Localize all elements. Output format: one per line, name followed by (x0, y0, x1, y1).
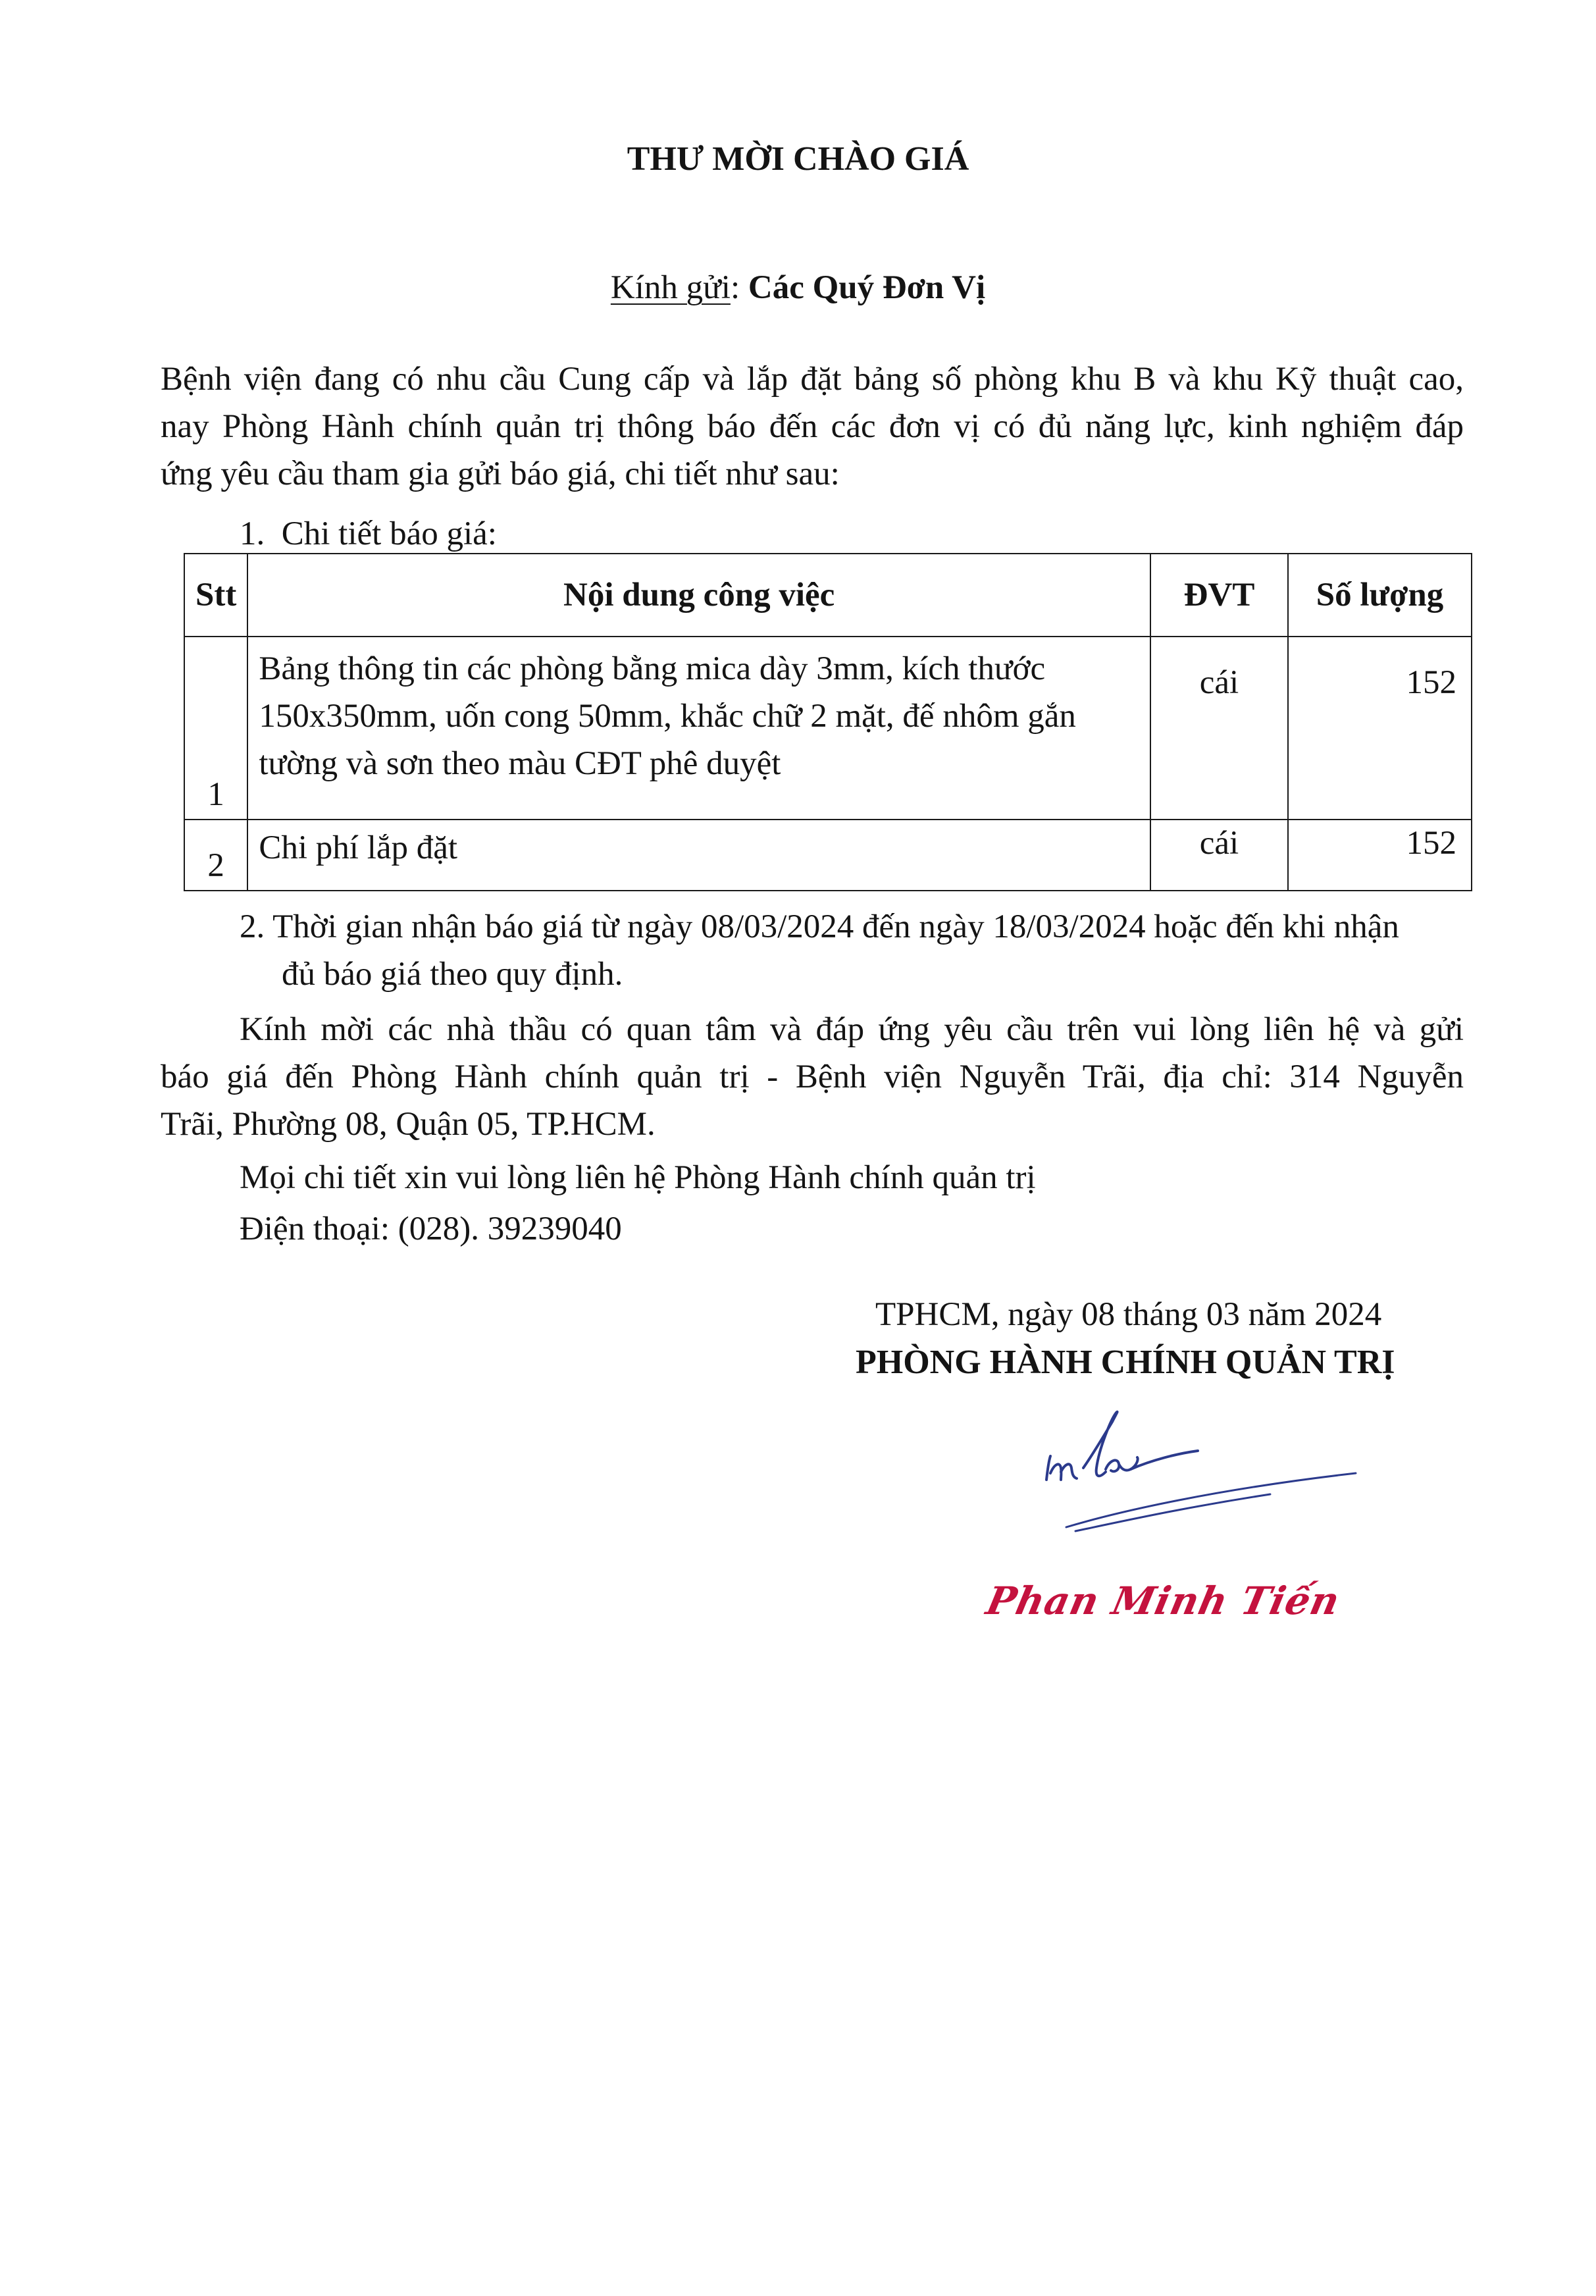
description-line: tường và sơn theo màu CĐT phê duyệt (259, 745, 781, 782)
section-2-line: 2. Thời gian nhận báo giá từ ngày 08/03/2024 đến ngày 18/03/2024 hoặc đến khi nhận (240, 908, 1399, 945)
section-2 (240, 903, 1399, 998)
row-description (247, 637, 1150, 820)
row-unit: cái (1150, 637, 1288, 820)
intro-paragraph (161, 355, 1464, 498)
contact-phone: Điện thoại: (028). 39239040 (240, 1211, 622, 1247)
row-unit: cái (1150, 820, 1288, 891)
description-line: Bảng thông tin các phòng bằng mica dày 3mm, kích thước (259, 650, 1046, 687)
quotation-table (184, 553, 1472, 891)
salutation-colon: : (730, 269, 740, 306)
closing-line: Kính mời các nhà thầu có quan tâm và đáp ứng yêu cầu trên vui lòng liên hệ và gửi (240, 1011, 1464, 1048)
department-name: PHÒNG HÀNH CHÍNH QUẢN TRỊ (856, 1344, 1395, 1381)
date-line: TPHCM, ngày 08 tháng 03 năm 2024 (875, 1296, 1382, 1333)
row-quantity: 152 (1288, 637, 1472, 820)
salutation-label: Kính gửi (610, 269, 731, 306)
section-2-line: đủ báo giá theo quy định. (282, 956, 623, 993)
header-description: Nội dung công việc (247, 554, 1150, 637)
description-line: Chi phí lắp đặt (259, 829, 458, 866)
closing-line: Trãi, Phường 08, Quận 05, TP.HCM. (161, 1106, 656, 1143)
salutation (0, 269, 1596, 307)
table-row (184, 637, 1472, 820)
intro-line: nay Phòng Hành chính quản trị thông báo đến các đơn vị có đủ năng lực, kinh nghiệm đáp (161, 408, 1464, 445)
document-title: THƯ MỜI CHÀO GIÁ (627, 140, 969, 178)
row-quantity: 152 (1288, 820, 1472, 891)
section-1-heading: 1. Chi tiết báo giá: (240, 515, 497, 552)
salutation-recipient: Các Quý Đơn Vị (748, 269, 986, 306)
description-line: 150x350mm, uốn cong 50mm, khắc chữ 2 mặt, đế nhôm gắn (259, 698, 1076, 735)
intro-line: Bệnh viện đang có nhu cầu Cung cấp và lắp đặt bảng số phòng khu B và khu Kỹ thuật cao, (161, 361, 1464, 398)
table-row (184, 820, 1472, 891)
handwritten-signature (1020, 1396, 1362, 1553)
contact-line: Mọi chi tiết xin vui lòng liên hệ Phòng Hành chính quản trị (240, 1159, 1036, 1196)
table-header-row (184, 554, 1472, 637)
header-quantity: Số lượng (1288, 554, 1472, 637)
row-stt: 1 (184, 637, 247, 820)
closing-paragraph (161, 1006, 1464, 1148)
intro-line: ứng yêu cầu tham gia gửi báo giá, chi tiết như sau: (161, 456, 840, 492)
row-stt: 2 (184, 820, 247, 891)
closing-line: báo giá đến Phòng Hành chính quản trị - Bệnh viện Nguyễn Trãi, địa chỉ: 314 Nguyễn (161, 1058, 1464, 1095)
row-description (247, 820, 1150, 891)
header-unit: ĐVT (1150, 554, 1288, 637)
header-stt: Stt (184, 554, 247, 637)
signer-name: Phan Minh Tiến (982, 1578, 1344, 1623)
